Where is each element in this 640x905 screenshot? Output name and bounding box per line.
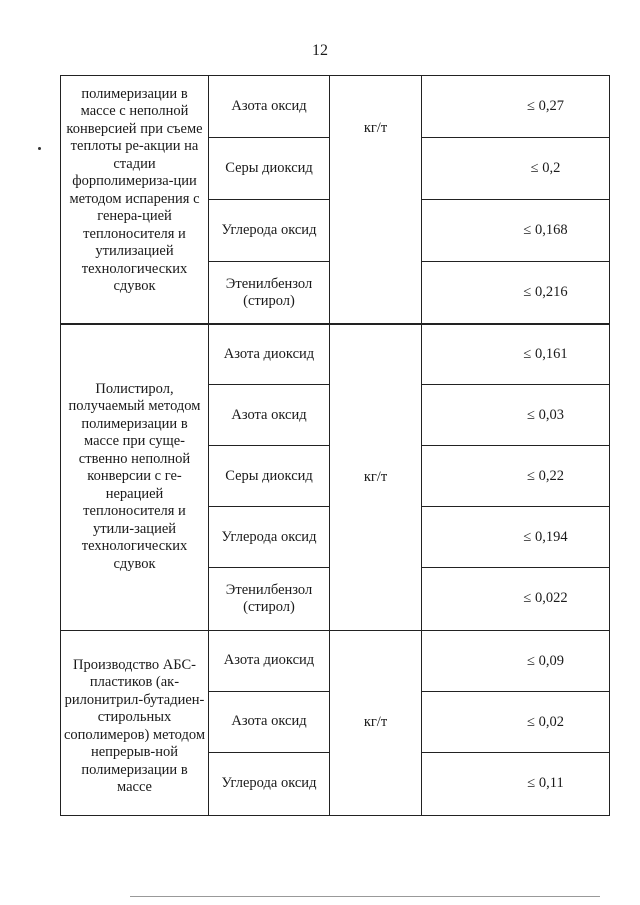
emission-table <box>60 76 610 816</box>
substance-cell: Азота диоксид <box>209 324 329 385</box>
unit-text: кг/т <box>363 119 388 136</box>
value-column <box>422 324 609 630</box>
value-cell: ≤ 0,02 <box>422 692 609 753</box>
value-column <box>422 631 609 815</box>
process-description <box>61 631 209 815</box>
substance-column <box>209 76 330 324</box>
value-cell: ≤ 0,22 <box>422 446 609 507</box>
substance-cell: Азота диоксид <box>209 631 329 692</box>
table-block-3 <box>60 630 610 816</box>
value-cell: ≤ 0,168 <box>422 200 609 262</box>
page-number: 12 <box>312 42 328 59</box>
value-cell: ≤ 0,27 <box>422 76 609 138</box>
value-cell: ≤ 0,03 <box>422 385 609 446</box>
substance-cell: Азота оксид <box>209 76 329 138</box>
value-cell: ≤ 0,216 <box>523 283 568 300</box>
unit-text: кг/т <box>363 468 388 485</box>
table-block-2 <box>60 323 610 631</box>
substance-cell: Серы диоксид <box>209 138 329 200</box>
value-column <box>422 76 609 324</box>
scan-edge-line <box>130 896 600 897</box>
value-cell: ≤ 0,022 <box>523 590 568 606</box>
substance-cell: Азота оксид <box>209 692 329 753</box>
substance-column <box>209 631 330 815</box>
unit-cell <box>330 631 422 815</box>
substance-column <box>209 324 330 630</box>
process-text: Производство АБС-пластиков (ак-рилонитрил-бутадиен-стирольных сополимеров) методом непрерыв-ной полимеризации в массе <box>63 656 206 795</box>
value-cell: ≤ 0,09 <box>422 631 609 692</box>
process-description <box>61 76 209 324</box>
substance-cell: Этенилбензол (стирол) <box>225 275 313 309</box>
process-text: Полистирол, получаемый методом полимеризации в массе при суще-ственно неполной конверсии с ге-нерацией теплоносителя и утили-зацией технологических сдувок <box>68 380 201 572</box>
unit-text: кг/т <box>363 714 388 730</box>
substance-cell: Азота оксид <box>209 385 329 446</box>
unit-cell <box>330 76 422 324</box>
table-block-1 <box>60 75 610 325</box>
process-text: полимеризации в массе с неполной конверсией при съеме теплоты ре-акции на стадии форполимериза-ции методом испарения с генера-цией теплоносителя и утилизацией технологических сдувок <box>66 85 203 294</box>
value-cell: ≤ 0,11 <box>527 774 564 791</box>
value-cell: ≤ 0,161 <box>422 324 609 385</box>
substance-cell: Углерода оксид <box>209 507 329 568</box>
substance-cell: Углерода оксид <box>209 200 329 262</box>
value-cell: ≤ 0,2 <box>422 138 609 200</box>
scan-speck <box>38 147 41 150</box>
value-cell: ≤ 0,194 <box>422 507 609 568</box>
substance-cell: Углерода оксид <box>221 775 317 791</box>
process-description <box>61 324 209 630</box>
substance-cell: Этенилбензол (стирол) <box>225 582 313 615</box>
substance-cell: Серы диоксид <box>209 446 329 507</box>
unit-cell <box>330 324 422 630</box>
